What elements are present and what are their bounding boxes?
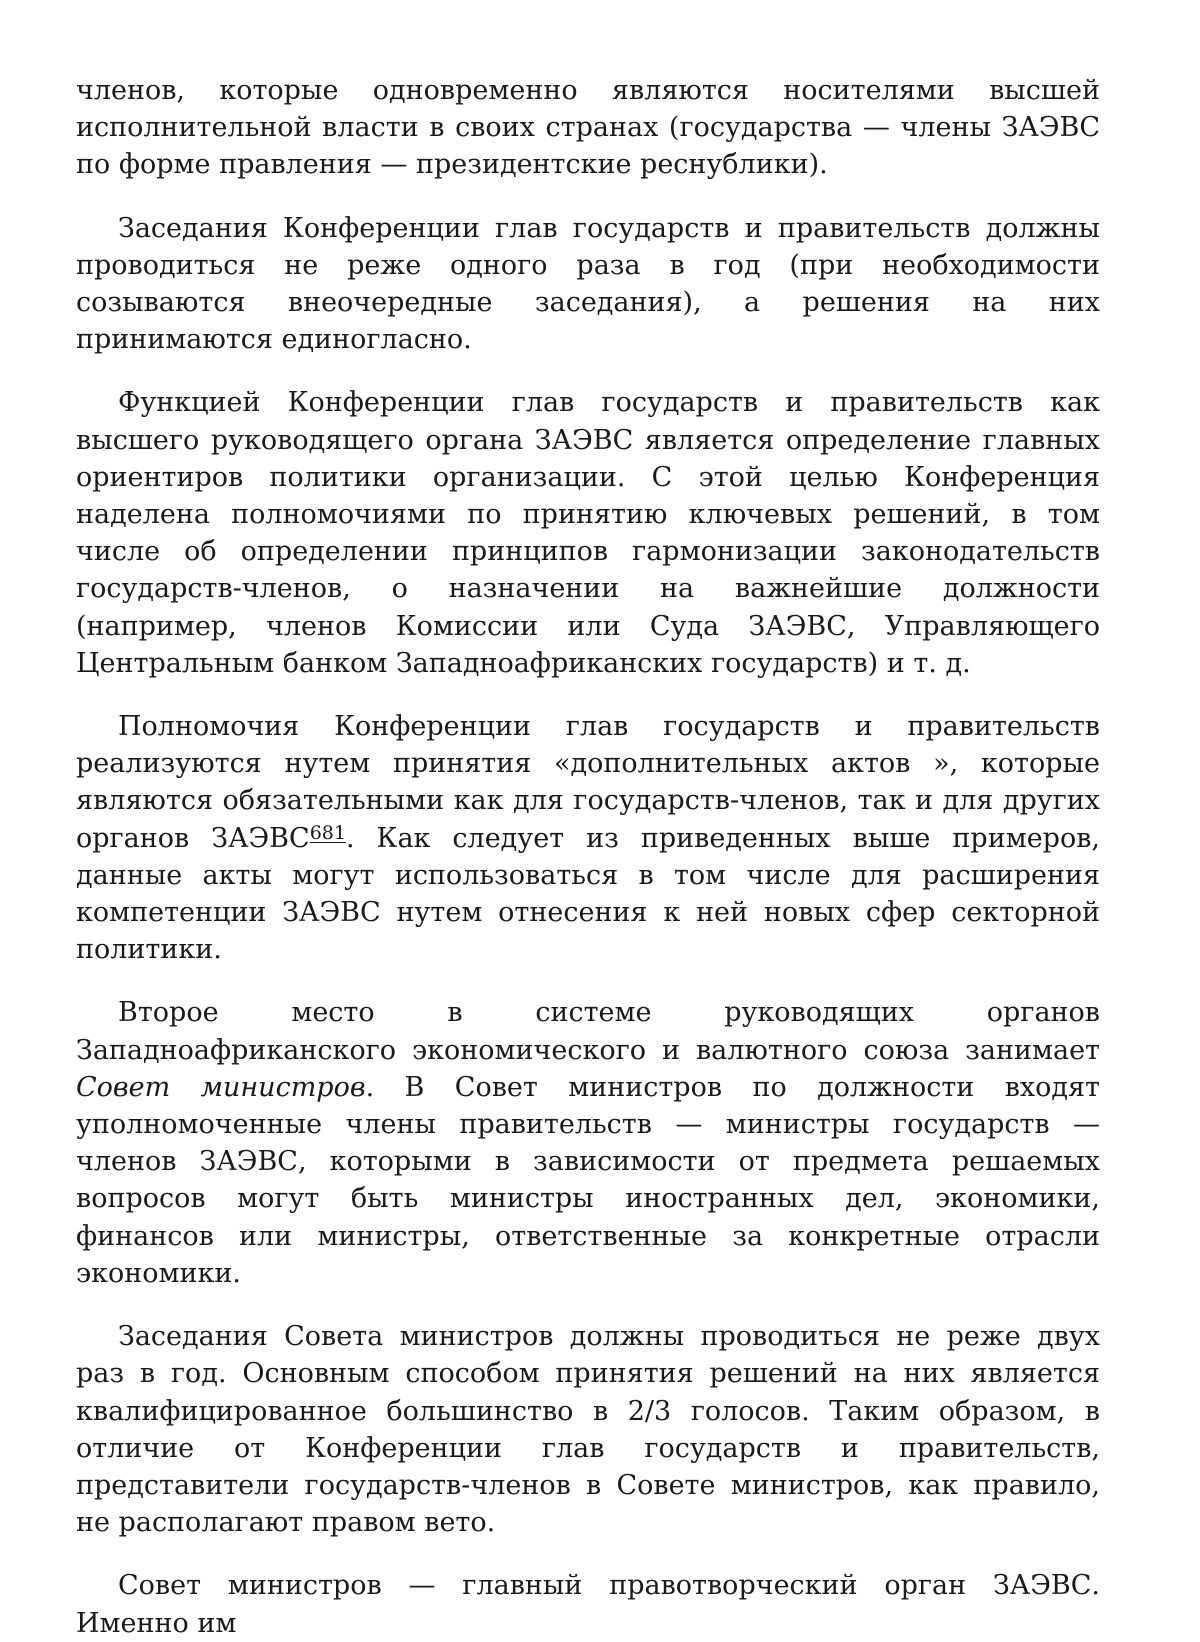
paragraph-1-text: членов, которые одновременно являются носителями высшей исполнительной власти в своих странах (государства — члены ЗАЭВС по форме правления — президентские реснублики). — [76, 75, 1100, 181]
paragraph-4-text-after: . Как следует из приведенных выше примеров, данные акты могут использоваться в том числе для расширения компетенции ЗАЭВС нутем отнесения к ней новых сфер секторной политики. — [76, 822, 1100, 966]
paragraph-4 — [76, 708, 1100, 968]
paragraph-4-text-before: Полномочия Конференции глав государств и правительств реализуются нутем принятия «дополнительных актов », которые являются обязательными как для государств-членов, так и для других органов ЗАЭВС — [76, 711, 1100, 854]
paragraph-6 — [76, 1318, 1100, 1541]
paragraph-5-text-before: Второе место в системе руководящих органов Западноафриканского экономического и валютного союза занимает — [76, 997, 1100, 1066]
paragraph-5-text-after: . В Совет министров по должности входят уполномоченные члены правительств — министры государств — членов ЗАЭВС, которыми в зависимости от предмета решаемых вопросов могут быть министры иностранных дел, экономики, финансов или министры, ответственные за конкретные отрасли экономики. — [76, 1071, 1100, 1289]
footnote-reference-link[interactable]: 681 — [309, 821, 346, 844]
paragraph-3 — [76, 384, 1100, 682]
paragraph-2-text: Заседания Конференции глав государств и правительств должны проводиться не реже одного раза в год (при необходимости созываются внеочередные заседания), а решения на них принимаются единогласно. — [76, 212, 1100, 356]
paragraph-5-italic-term: Совет министров — [76, 1071, 366, 1103]
paragraph-2 — [76, 210, 1100, 359]
paragraph-5 — [76, 994, 1100, 1292]
paragraph-6-text: Заседания Совета министров должны проводиться не реже двух раз в год. Основным способом принятия решений на них является квалифицированное большинство в 2/3 голосов. Таким образом, в отличие от Конференции глав государств и правительств, представители государств-членов в Совете министров, как правило, не располагают правом вето. — [76, 1321, 1100, 1539]
paragraph-1 — [76, 72, 1100, 184]
paragraph-7 — [76, 1567, 1100, 1641]
paragraph-7-text: Совет министров — главный правотворческий орган ЗАЭВС. Именно им — [76, 1570, 1100, 1639]
paragraph-3-text: Функцией Конференции глав государств и правительств как высшего руководящего органа ЗАЭВС является определение главных ориентиров политики организации. С этой целью Конференция наделена полномочиями по принятию ключевых решений, в том числе об определении принципов гармонизации законодательств государств-членов, о назначении на важнейшие должности (например, членов Комиссии или Суда ЗАЭВС, Управляющего Центральным банком Западноафриканских государств) и т. д. — [76, 387, 1100, 679]
